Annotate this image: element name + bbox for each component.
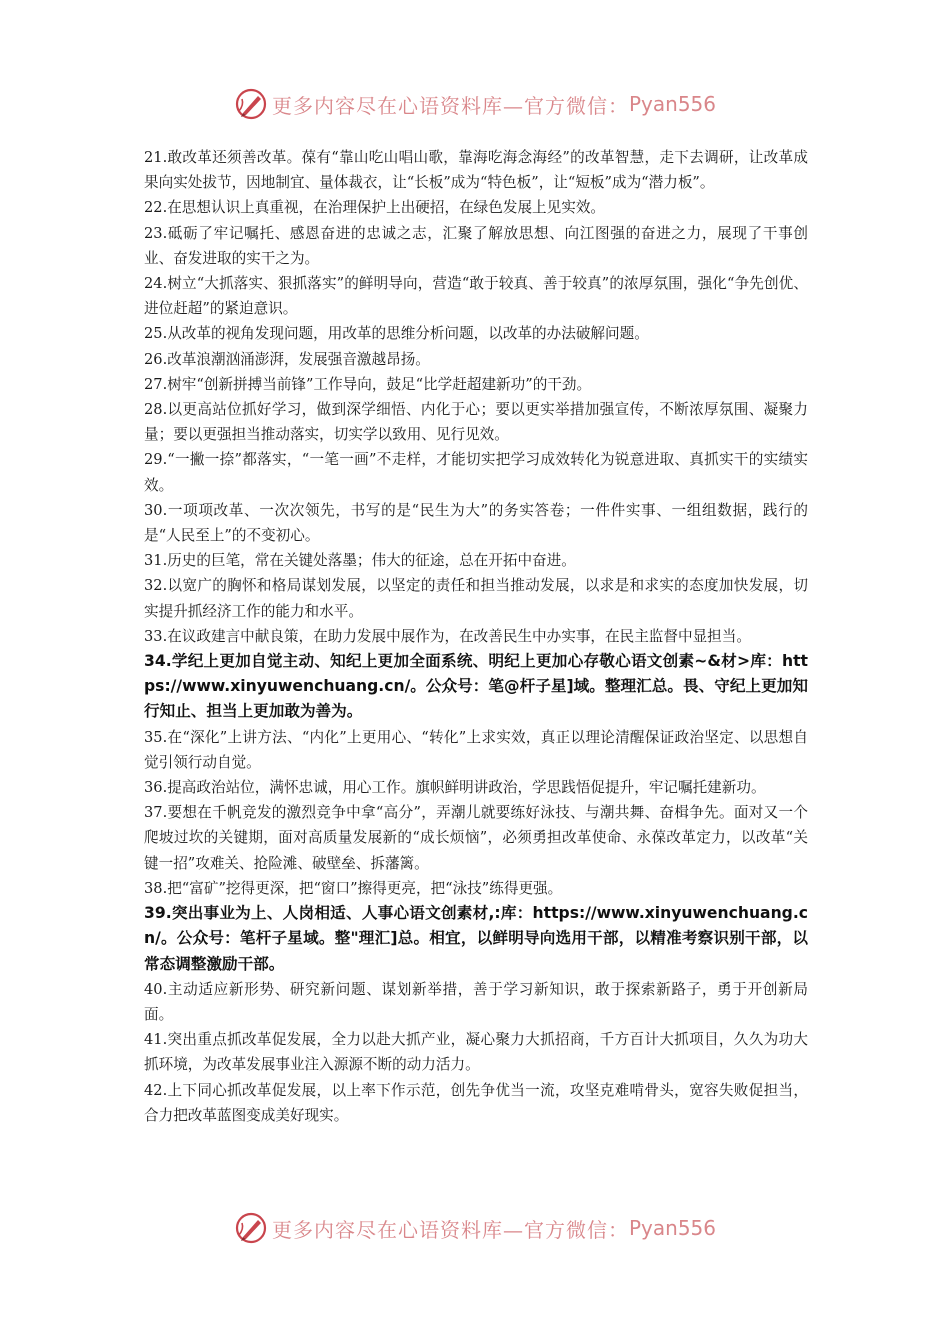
list-item: 41.突出重点抓改革促发展，全力以赴大抓产业，凝心聚力大抓招商，千方百计大抓项目，久久为功大抓环境，为改革发展事业注入源源不断的动力活力。 — [144, 1031, 808, 1074]
banner-wechat-id: Pyan556 — [628, 1216, 716, 1240]
list-item: 30.一项项改革、一次次领先，书写的是“民生为大”的务实答卷；一件件实事、一组组数据，践行的是“人民至上”的不变初心。 — [144, 501, 808, 545]
list-item: 36.提高政治站位，满怀忠诚，用心工作。旗帜鲜明讲政治，学思践悟促提升，牢记嘱托建新功。 — [144, 779, 766, 797]
list-item: 38.把“富矿”挖得更深，把“窗口”擦得更亮，把“泳技”练得更强。 — [144, 879, 563, 897]
banner-wechat-id: Pyan556 — [628, 92, 716, 116]
list-item: 29.“一撇一捺”都落实，“一笔一画”不走样，才能切实把学习成效转化为锐意进取、真抓实干的实绩实效。 — [144, 451, 808, 494]
document-body — [144, 145, 808, 1128]
footer-banner — [0, 1206, 950, 1250]
list-item: 34.学纪上更加自觉主动、知纪上更加全面系统、明纪上更加心存敬心语文创素~&材>库：https://www.xinyuwenchuang.cn/。公众号：笔@杆子星]域。整理汇总。畏、守纪上更加知行知止、担当上更加敢为善为。 — [144, 652, 808, 721]
list-item: 31.历史的巨笔，常在关键处落墨；伟大的征途，总在开拓中奋进。 — [144, 552, 576, 570]
list-item: 37.要想在千帆竞发的激烈竞争中拿“高分”，弄潮儿就要练好泳技、与潮共舞、奋楫争先。面对又一个爬坡过坎的关键期，面对高质量发展新的“成长烦恼”，必须勇担改革使命、永葆改革定力，以改革“关键一招”攻难关、抢险滩、破壁垒、拆藩篱。 — [144, 804, 808, 872]
banner-text: 更多内容尽在心语资料库—官方微信： — [271, 93, 629, 118]
list-item: 40.主动适应新形势、研究新问题、谋划新举措，善于学习新知识，敢于探索新路子，勇于开创新局面。 — [144, 980, 808, 1023]
list-item: 42.上下同心抓改革促发展，以上率下作示范，创先争优当一流，攻坚克难啃骨头，宽容失败促担当，合力把改革蓝图变成美好现实。 — [144, 1081, 808, 1124]
list-item: 23.砥砺了牢记嘱托、感恩奋进的忠诚之志，汇聚了解放思想、向江图强的奋进之力，展现了干事创业、奋发进取的实干之为。 — [144, 224, 808, 267]
list-item: 26.改革浪潮汹涌澎湃，发展强音激越昂扬。 — [144, 350, 430, 368]
list-item: 33.在议政建言中献良策，在助力发展中展作为，在改善民生中办实事，在民主监督中显担当。 — [144, 627, 751, 645]
pen-logo-icon — [234, 87, 268, 121]
list-item: 28.以更高站位抓好学习，做到深学细悟、内化于心；要以更实举措加强宣传，不断浓厚氛围、凝聚力量；要以更强担当推动落实，切实学以致用、见行见效。 — [144, 401, 808, 444]
list-item: 39.突出事业为上、人岗相适、人事心语文创素材,:库：https://www.xinyuwenchuang.cn/。公众号：笔杆子星域。整"理汇]总。相宜，以鲜明导向选用干部，以精准考察识别干部，以常态调整激励干部。 — [144, 904, 808, 973]
list-item: 25.从改革的视角发现问题，用改革的思维分析问题，以改革的办法破解问题。 — [144, 325, 649, 343]
banner-text: 更多内容尽在心语资料库—官方微信： — [271, 1217, 629, 1242]
list-item: 24.树立“大抓落实、狠抓落实”的鲜明导向，营造“敢于较真、善于较真”的浓厚氛围，强化“争先创优、进位赶超”的紧迫意识。 — [144, 275, 808, 318]
header-banner — [0, 82, 950, 126]
list-item: 22.在思想认识上真重视，在治理保护上出硬招，在绿色发展上见实效。 — [144, 199, 606, 217]
list-item: 27.树牢“创新拼搏当前锋”工作导向，鼓足“比学赶超建新功”的干劲。 — [144, 375, 592, 393]
list-item: 32.以宽广的胸怀和格局谋划发展，以坚定的责任和担当推动发展，以求是和求实的态度加快发展，切实提升抓经济工作的能力和水平。 — [144, 577, 808, 620]
list-item: 21.敢改革还须善改革。葆有“靠山吃山唱山歌，靠海吃海念海经”的改革智慧，走下去调研，让改革成果向实处拔节，因地制宜、量体裁衣，让“长板”成为“特色板”，让“短板”成为“潜力板”。 — [144, 149, 808, 192]
pen-logo-icon — [234, 1211, 268, 1245]
list-item: 35.在“深化”上讲方法、“内化”上更用心、“转化”上求实效，真正以理论清醒保证政治坚定、以思想自觉引领行动自觉。 — [144, 728, 808, 771]
